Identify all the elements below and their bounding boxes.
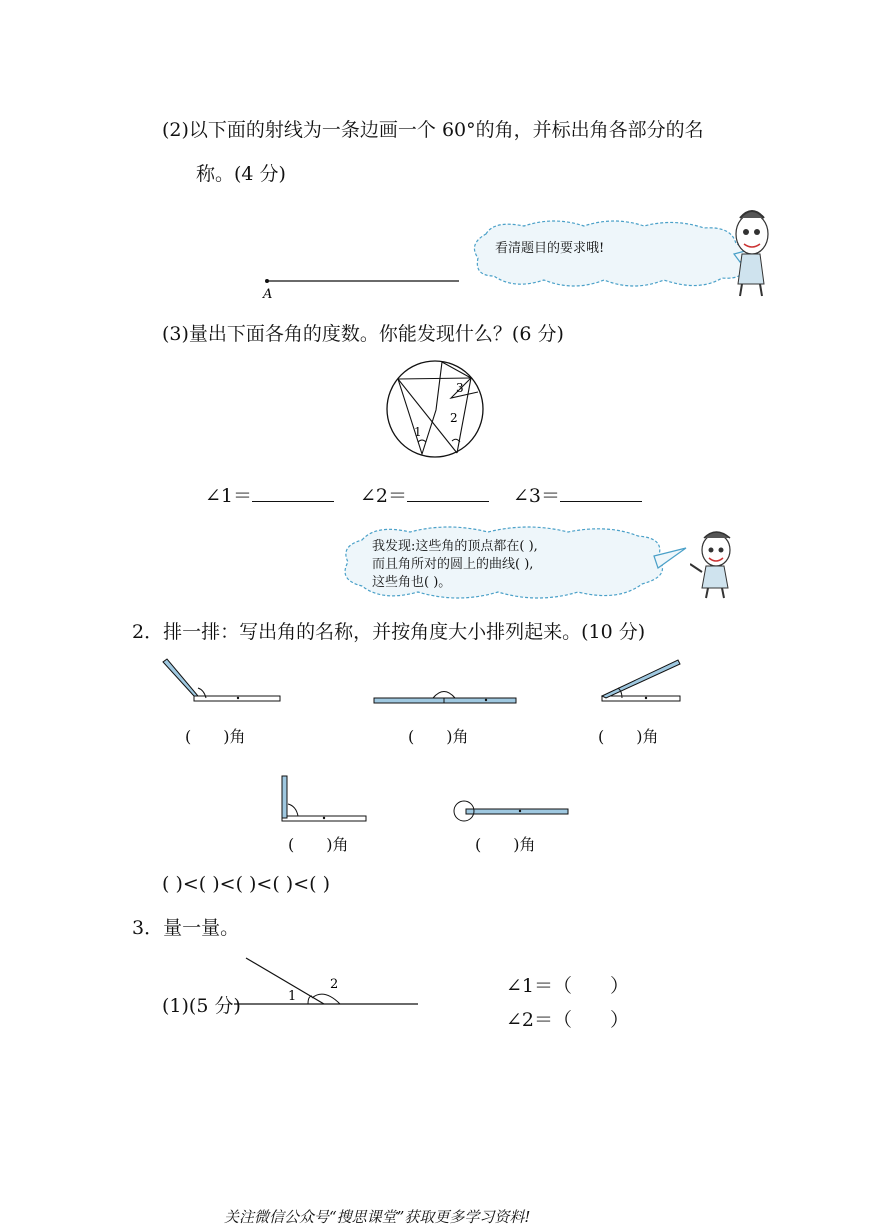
order-line[interactable]: ( )<( )<( )<( )<( )	[162, 873, 331, 895]
angle-1-prefix: ∠1＝	[205, 485, 253, 507]
angle-1-blank[interactable]	[252, 485, 334, 502]
angle-3-blank[interactable]	[560, 485, 642, 502]
measure-answer-2[interactable]: ∠2＝（ ）	[506, 1009, 630, 1031]
right-angle-figure	[278, 772, 368, 826]
angle-2-label: 2	[450, 411, 458, 425]
measure-answer-1[interactable]: ∠1＝（ ）	[506, 975, 630, 997]
measure-angle-2-label: 2	[330, 977, 339, 992]
angle-2-answer	[360, 484, 489, 508]
angle-2-blank[interactable]	[407, 485, 489, 502]
point-a-label: A	[263, 287, 273, 302]
angle-2-prefix: ∠2＝	[360, 485, 408, 507]
mascot-illustration	[730, 204, 770, 300]
angle-name-5: ( )角	[475, 835, 536, 854]
measure-angle-1-label: 1	[288, 989, 297, 1004]
obtuse-angle-figure	[160, 656, 284, 708]
hint-text: 看清题目的要求哦!	[495, 241, 605, 256]
discovery-line2: 而且角所对的圆上的曲线( ),	[372, 557, 534, 572]
question-2-sort-title: 2．排一排：写出角的名称，并按角度大小排列起来。(10 分)	[132, 621, 646, 643]
angle-name-3: ( )角	[598, 727, 659, 746]
angle-3-label: 3	[456, 381, 464, 395]
question-3-measure-title: 3．量一量。	[132, 917, 240, 939]
question-2-line1: (2)以下面的射线为一条边画一个 60°的角，并标出角各部分的名	[162, 119, 704, 141]
full-angle-figure	[450, 798, 572, 826]
question-2-line2: 称。(4 分)	[196, 163, 286, 185]
discovery-line3: 这些角也( )。	[372, 575, 452, 590]
hint-bubble	[464, 214, 774, 304]
angle-name-2: ( )角	[408, 727, 469, 746]
acute-angle-figure	[596, 656, 686, 708]
discovery-line1: 我发现:这些角的顶点都在( ),	[372, 539, 538, 554]
question-3-title: (3)量出下面各角的度数。你能发现什么？(6 分)	[162, 323, 564, 345]
mascot-illustration-2	[690, 528, 738, 600]
angle-3-prefix: ∠3＝	[513, 485, 561, 507]
angle-1-answer	[205, 484, 334, 508]
angle-3-answer	[513, 484, 642, 508]
circle-angle-figure	[382, 356, 488, 462]
footer-note: 关注微信公众号“搜思课堂”获取更多学习资料!	[224, 1208, 531, 1226]
angle-name-4: ( )角	[288, 835, 349, 854]
straight-angle-figure	[370, 686, 520, 710]
angle-1-label: 1	[414, 425, 422, 439]
ray-figure	[255, 270, 470, 302]
angle-name-1: ( )角	[185, 727, 246, 746]
sub-question-1-label: (1)(5 分)	[162, 995, 241, 1017]
measure-angle-figure	[232, 952, 422, 1012]
